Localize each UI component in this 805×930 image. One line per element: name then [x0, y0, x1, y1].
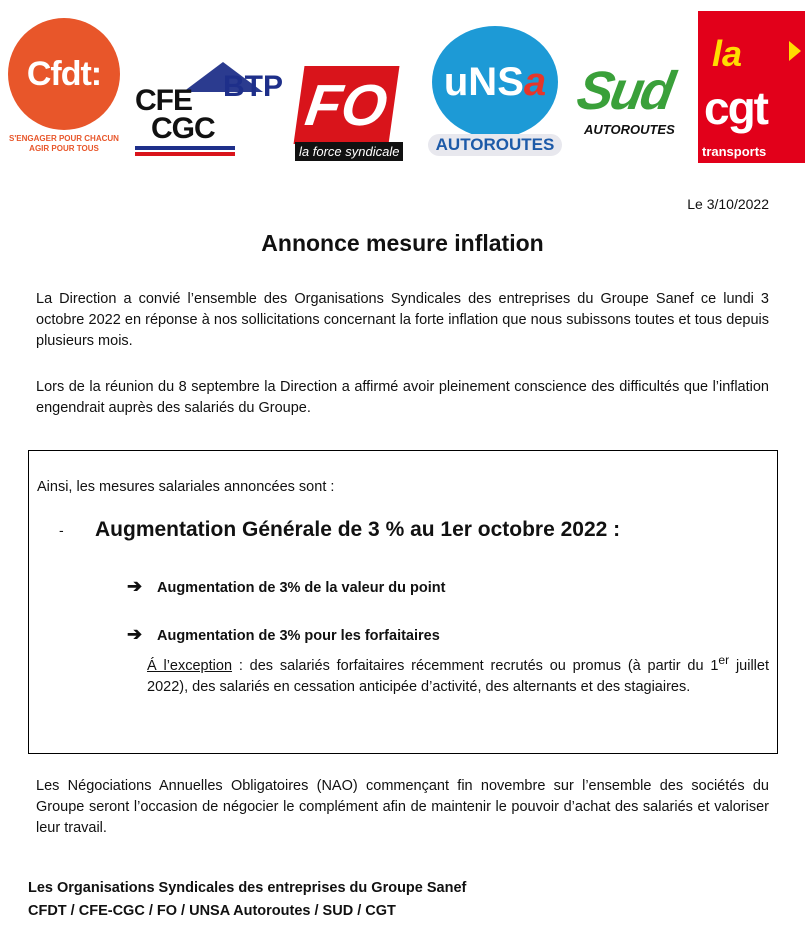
cfdt-tagline-1: S'ENGAGER POUR CHACUN [9, 134, 119, 143]
exception-label: Á l’exception [147, 657, 233, 674]
arrow-right-icon: ➔ [127, 624, 143, 644]
exception-note [147, 650, 769, 698]
signature-organisations: Les Organisations Syndicales des entreprises du Groupe Sanef [28, 880, 467, 896]
unsa-text-left: uN [443, 59, 498, 104]
cgt-logo-mark: cgt [704, 82, 767, 134]
sud-subtitle: AUTOROUTES [584, 122, 675, 137]
document-date: Le 3/10/2022 [687, 196, 769, 212]
unsa-text-a: a [523, 59, 547, 104]
cgc-text: CGC [151, 112, 215, 145]
document-title: Annonce mesure inflation [261, 230, 544, 256]
sud-logo-mark: Sud [572, 61, 677, 121]
arrow-right-icon: ➔ [127, 576, 143, 596]
fo-logo [295, 66, 405, 166]
measure-item-point [127, 576, 445, 597]
cgt-subtitle: transports [702, 144, 767, 159]
bullet-dash: - [59, 522, 64, 539]
exception-sup: er [718, 653, 730, 667]
exception-text-2: juillet 2022), des salariés en cessation anticipée d’activité, des alternants et des stagiaires. [147, 657, 770, 695]
cfdt-logo [8, 18, 120, 154]
unsa-autoroutes-logo [428, 26, 562, 158]
fo-tagline: la force syndicale [295, 142, 403, 161]
measures-box [28, 450, 778, 754]
unsa-text-s: S [497, 59, 524, 104]
cgt-flag-icon [789, 41, 801, 61]
sud-autoroutes-logo [572, 61, 688, 152]
cfe-stripe-blue [135, 146, 235, 150]
cfe-cgc-btp-logo [135, 62, 285, 162]
measure-item-forfaitaires-text: Augmentation de 3% pour les forfaitaires [157, 628, 440, 644]
exception-text-1: : des salariés forfaitaires récemment recrutés ou promus (à partir du 1 [232, 657, 719, 674]
cfdt-logo-mark: Cfdt: [8, 18, 120, 130]
signature-unions-list: CFDT / CFE-CGC / FO / UNSA Autoroutes / SUD / CGT [28, 903, 396, 919]
cgt-transports-logo [698, 11, 805, 163]
measures-headline [59, 518, 620, 542]
cfe-text: CFE [135, 84, 192, 117]
btp-text: BTP [223, 70, 283, 103]
headline-text: Augmentation Générale de 3 % au 1er octobre 2022 : [95, 518, 621, 541]
unsa-logo-mark [432, 26, 558, 138]
paragraph-meeting: Lors de la réunion du 8 septembre la Direction a affirmé avoir pleinement conscience des difficultés que l’inflation engendrait auprès des salariés du Groupe. [36, 379, 769, 416]
paragraph-nao: Les Négociations Annuelles Obligatoires (NAO) commençant fin novembre sur l’ensemble des sociétés du Groupe seront l’occasion de négocier le complément afin de maintenir le pouvoir d’achat des salariés et valoriser leur travail. [36, 778, 769, 836]
paragraph-intro: La Direction a convié l’ensemble des Organisations Syndicales des entreprises du Groupe Sanef ce lundi 3 octobre 2022 en réponse à nos sollicitations concernant la forte inflation que nous subissons toutes et tous depuis plusieurs mois. [36, 291, 769, 349]
measure-item-point-text: Augmentation de 3% de la valeur du point [157, 580, 446, 596]
unsa-subtitle: AUTOROUTES [428, 134, 562, 156]
cfe-stripe-red [135, 152, 235, 156]
cgt-la-text: la [712, 33, 743, 74]
cfdt-tagline-2: AGIR POUR TOUS [29, 144, 99, 153]
measures-intro: Ainsi, les mesures salariales annoncées sont : [37, 479, 335, 495]
fo-logo-mark: FO [294, 66, 400, 144]
measure-item-forfaitaires [127, 624, 440, 645]
union-logos-bar [0, 0, 805, 175]
